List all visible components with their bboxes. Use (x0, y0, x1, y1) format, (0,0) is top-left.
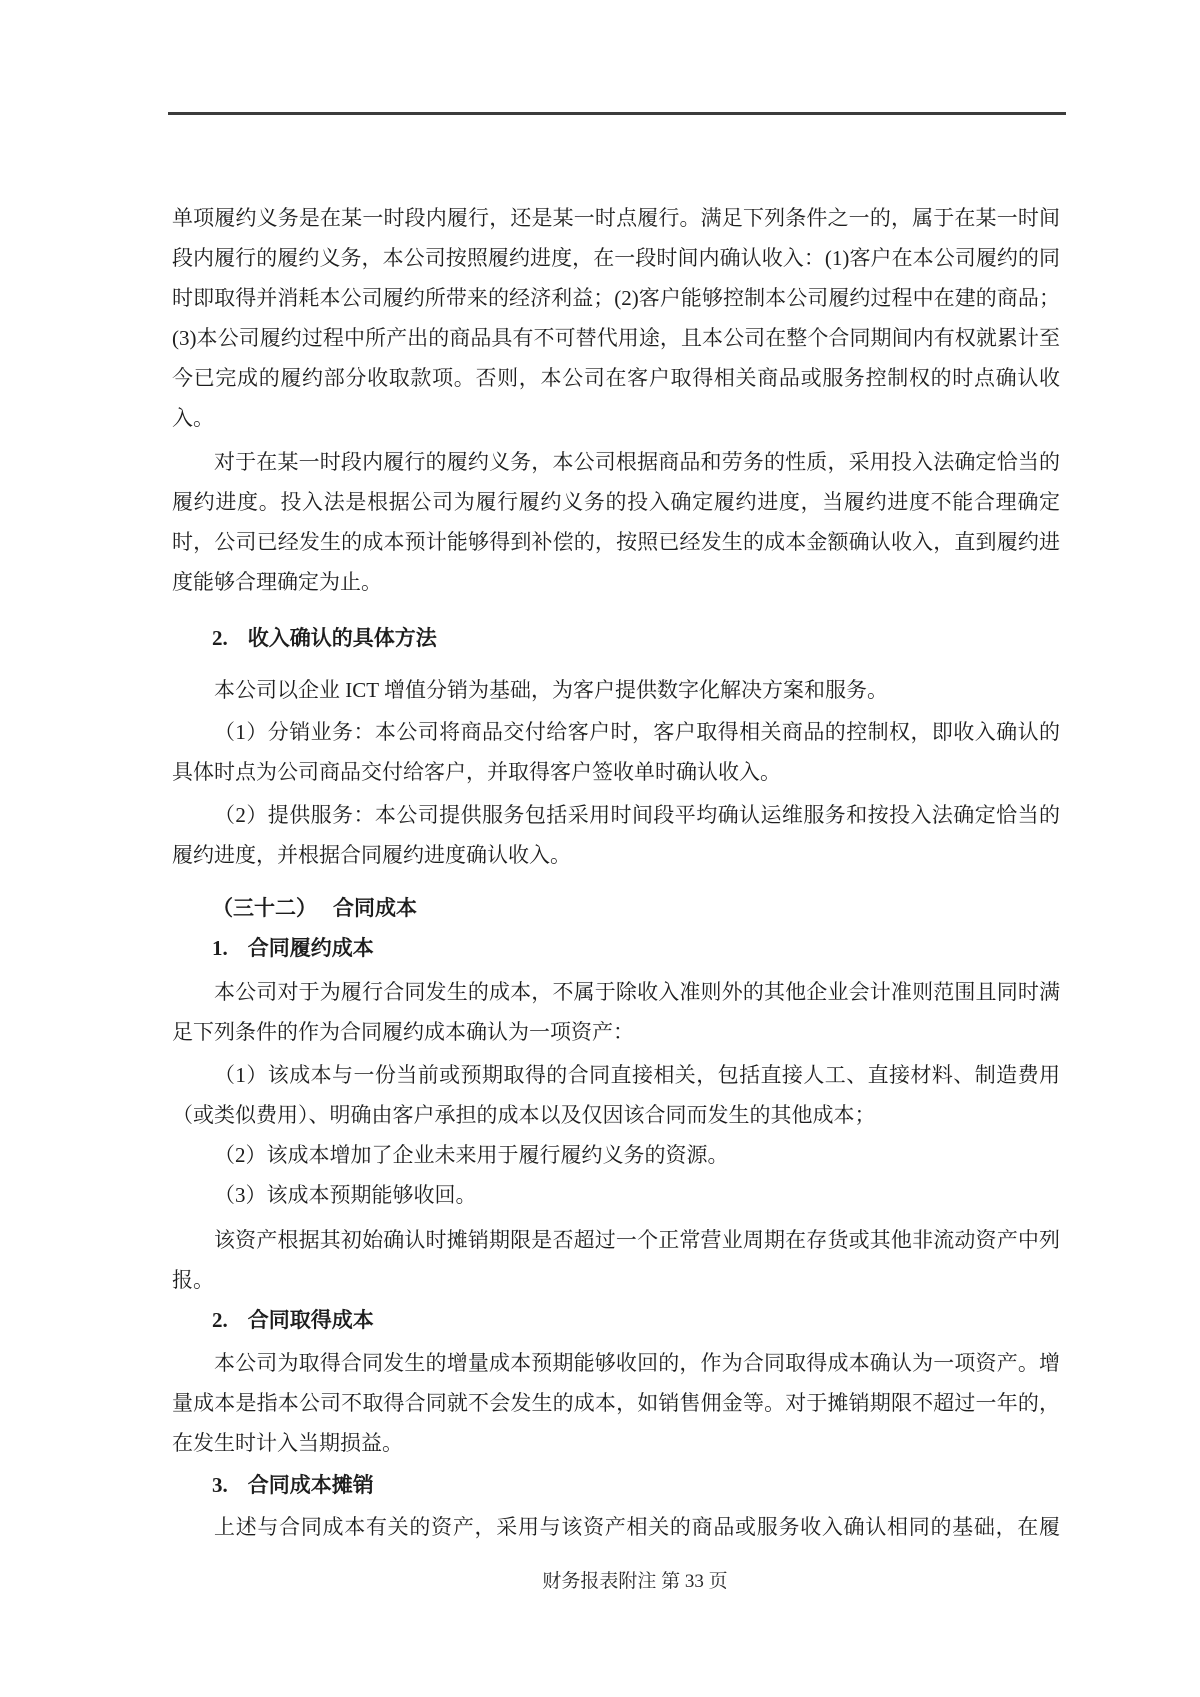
paragraph-fulfillment-condition-1: （1）该成本与一份当前或预期取得的合同直接相关，包括直接人工、直接材料、制造费用（或类似费用）、明确由客户承担的成本以及仅因该合同而发生的其他成本； (172, 1063, 1060, 1127)
heading-revenue-recognition-methods (172, 618, 1060, 658)
paragraph-acquisition-cost: 本公司为取得合同发生的增量成本预期能够收回的，作为合同取得成本确认为一项资产。增量成本是指本公司不取得合同就不会发生的成本，如销售佣金等。对于摊销期限不超过一年的，在发生时计入当期损益。 (172, 1351, 1060, 1455)
heading-contract-cost-amortization (172, 1465, 1060, 1505)
heading-number: 1. (212, 936, 228, 960)
paragraph-asset-presentation: 该资产根据其初始确认时摊销期限是否超过一个正常营业周期在存货或其他非流动资产中列报。 (172, 1228, 1060, 1292)
heading-title: 合同成本 (333, 896, 417, 920)
heading-section-32-contract-cost (172, 888, 1060, 928)
paragraph-fulfillment-cost-intro: 本公司对于为履行合同发生的成本，不属于除收入准则外的其他企业会计准则范围且同时满足下列条件的作为合同履约成本确认为一项资产： (172, 980, 1060, 1044)
heading-contract-fulfillment-cost (172, 928, 1060, 968)
paragraph-input-method: 对于在某一时段内履行的履约义务，本公司根据商品和劳务的性质，采用投入法确定恰当的履约进度。投入法是根据公司为履行履约义务的投入确定履约进度，当履约进度不能合理确定时，公司已经发生的成本预计能够得到补偿的，按照已经发生的成本金额确认收入，直到履约进度能够合理确定为止。 (172, 450, 1060, 594)
heading-title: 合同履约成本 (247, 936, 374, 960)
heading-contract-acquisition-cost (172, 1300, 1060, 1340)
heading-number: 2. (212, 1308, 228, 1332)
page-footer (210, 1570, 1060, 1594)
paragraph-performance-obligation-continuation: 单项履约义务是在某一时段内履行，还是某一时点履行。满足下列条件之一的，属于在某一时间段内履行的履约义务，本公司按照履约进度，在一段时间内确认收入：(1)客户在本公司履约的同时即取得并消耗本公司履约所带来的经济利益；(2)客户能够控制本公司履约过程中在建的商品；(3)本公司履约过程中所产出的商品具有不可替代用途，且本公司在整个合同期间内有权就累计至今已完成的履约部分收取款项。否则，本公司在客户取得相关商品或服务控制权的时点确认收入。 (172, 206, 1060, 430)
heading-title: 合同取得成本 (247, 1308, 374, 1332)
heading-number: （三十二） (212, 896, 317, 920)
paragraph-amortization-continuing: 上述与合同成本有关的资产，采用与该资产相关的商品或服务收入确认相同的基础，在履 (214, 1515, 1060, 1539)
heading-number: 3. (212, 1473, 228, 1497)
heading-title: 合同成本摊销 (247, 1473, 374, 1497)
heading-title: 收入确认的具体方法 (247, 626, 437, 650)
header-divider-line (168, 112, 1066, 115)
paragraph-fulfillment-condition-2: （2）该成本增加了企业未来用于履行履约义务的资源。 (214, 1143, 729, 1167)
paragraph-distribution-business: （1）分销业务：本公司将商品交付给客户时，客户取得相关商品的控制权，即收入确认的具体时点为公司商品交付给客户，并取得客户签收单时确认收入。 (172, 720, 1060, 784)
footer-page-label: 财务报表附注 第 33 页 (542, 1571, 728, 1592)
heading-number: 2. (212, 626, 228, 650)
paragraph-ict-distribution-intro: 本公司以企业 ICT 增值分销为基础，为客户提供数字化解决方案和服务。 (214, 678, 888, 702)
paragraph-fulfillment-condition-3: （3）该成本预期能够收回。 (214, 1183, 477, 1207)
paragraph-services-business: （2）提供服务：本公司提供服务包括采用时间段平均确认运维服务和按投入法确定恰当的履约进度，并根据合同履约进度确认收入。 (172, 803, 1060, 867)
document-body (172, 198, 1060, 1547)
